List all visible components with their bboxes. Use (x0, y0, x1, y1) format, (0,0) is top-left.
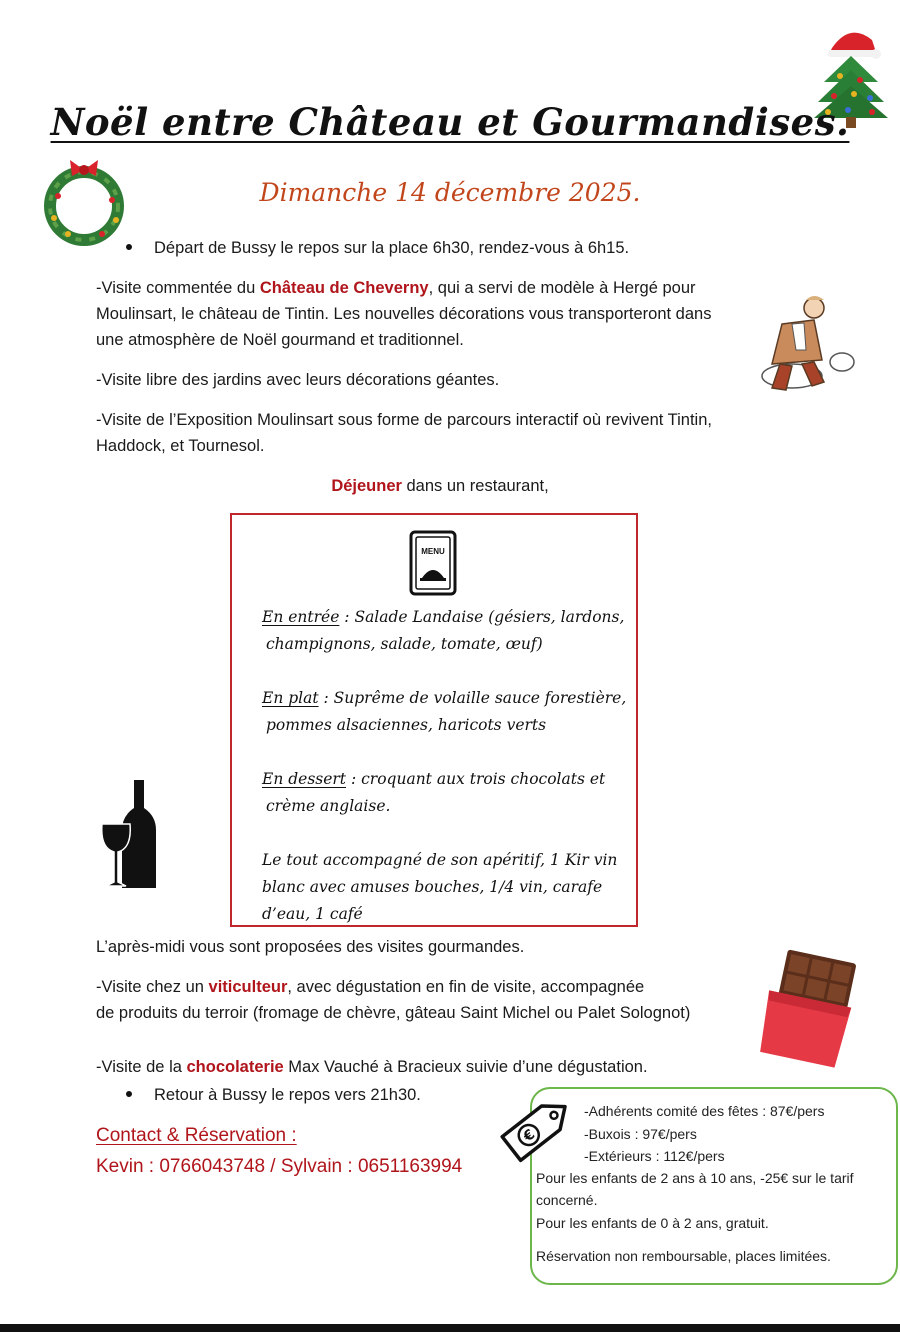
svg-text:€: € (520, 1126, 539, 1146)
menu-dessert: En dessert : croquant aux trois chocolats et crème anglaise. (262, 770, 606, 815)
menu-drinks: Le tout accompagné de son apéritif, 1 Kir vin blanc avec amuses bouches, 1/4 vin, carafe d’eau, 1 café (262, 851, 618, 923)
price-tag-icon (496, 1086, 582, 1168)
contact-phones[interactable]: Kevin : 0766043748 / Sylvain : 0651163994 (96, 1156, 463, 1177)
event-date: Dimanche 14 décembre 2025. (259, 178, 641, 207)
bottom-border (0, 1324, 900, 1332)
visit-gardens: -Visite libre des jardins avec leurs décorations géantes. (96, 371, 500, 389)
price-infants: Pour les enfants de 0 à 2 ans, gratuit. (536, 1215, 769, 1231)
visit-winemaker: -Visite chez un viticulteur, avec dégustation en fin de visite, accompagnée de produits du terroir (fromage de chèvre, gâteau Saint Michel ou Palet Solognot) (96, 978, 691, 1022)
tintin-illustration (752, 290, 862, 400)
menu-card-icon (408, 528, 460, 598)
afternoon-intro: L’après-midi vous sont proposées des visites gourmandes. (96, 938, 525, 956)
menu-main: En plat : Suprême de volaille sauce forestière, pommes alsaciennes, haricots verts (262, 689, 627, 734)
price-children: Pour les enfants de 2 ans à 10 ans, -25€ sur le tarif concerné. (536, 1170, 854, 1208)
departure-item: Départ de Bussy le repos sur la place 6h30, rendez-vous à 6h15. (126, 235, 629, 261)
contact-title: Contact & Réservation : (96, 1125, 297, 1146)
price-buxois: -Buxois : 97€/pers (584, 1126, 697, 1142)
visit-chocolate-shop: -Visite de la chocolaterie Max Vauché à Bracieux suivie d’une dégustation. (96, 1058, 648, 1076)
lunch-heading: Déjeuner dans un restaurant, (331, 477, 549, 495)
bullet-icon (126, 1091, 132, 1097)
bullet-icon (126, 244, 132, 250)
svg-text:MENU: MENU (421, 547, 445, 556)
wine-bottle-glass-icon (100, 778, 160, 892)
return-item: Retour à Bussy le repos vers 21h30. (126, 1082, 421, 1108)
visit-cheverny: -Visite commentée du Château de Cheverny, qui a servi de modèle à Hergé pour Moulinsart, le château de Tintin. Les nouvelles décorations vous transporteront dans une atmosphère de Noël gourmand et traditionnel. (96, 279, 712, 349)
chocolate-bar-icon (752, 948, 856, 1070)
booking-note: Réservation non remboursable, places limitées. (536, 1248, 831, 1264)
menu-starter: En entrée : Salade Landaise (gésiers, lardons, champignons, salade, tomate, œuf) (262, 608, 625, 653)
visit-exhibition: -Visite de l’Exposition Moulinsart sous forme de parcours interactif où revivent Tintin, Haddock, et Tournesol. (96, 411, 712, 455)
page-title: Noël entre Château et Gourmandises. (50, 100, 850, 144)
price-outside: -Extérieurs : 112€/pers (584, 1148, 725, 1164)
price-members: -Adhérents comité des fêtes : 87€/pers (584, 1103, 825, 1119)
